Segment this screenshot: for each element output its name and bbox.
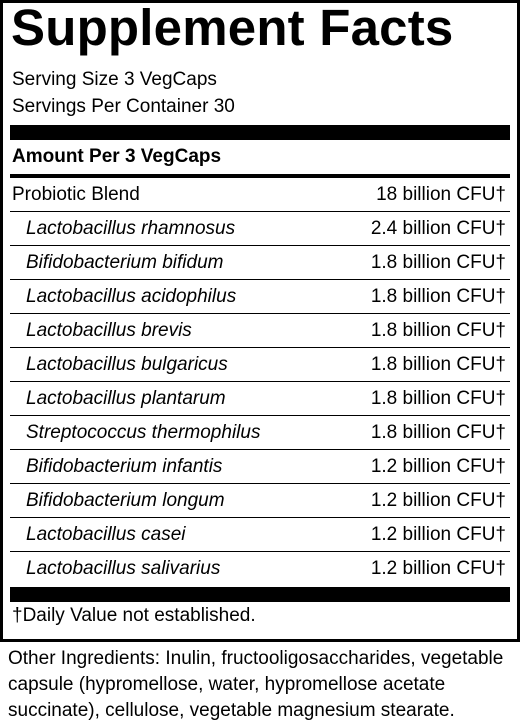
strain-amount: 1.8 billion CFU† — [370, 286, 506, 307]
strain-name: Streptococcus thermophilus — [26, 422, 261, 443]
table-row — [10, 246, 510, 280]
strain-name: Lactobacillus salivarius — [26, 558, 221, 579]
strain-name: Bifidobacterium longum — [26, 490, 225, 511]
table-row — [10, 382, 510, 416]
table-row — [10, 484, 510, 518]
amount-per-serving-header: Amount Per 3 VegCaps — [12, 146, 222, 167]
table-row — [10, 552, 510, 586]
strain-amount: 2.4 billion CFU† — [370, 218, 506, 239]
blend-name: Probiotic Blend — [12, 184, 140, 205]
strain-amount: 1.2 billion CFU† — [370, 524, 506, 545]
strain-name: Lactobacillus rhamnosus — [26, 218, 236, 239]
strain-name: Lactobacillus acidophilus — [26, 286, 237, 307]
strain-name: Lactobacillus plantarum — [26, 388, 226, 409]
strain-amount: 1.2 billion CFU† — [370, 558, 506, 579]
ingredient-table — [10, 178, 510, 586]
table-row — [10, 348, 510, 382]
table-row — [10, 450, 510, 484]
strain-name: Bifidobacterium bifidum — [26, 252, 224, 273]
table-row — [10, 212, 510, 246]
blend-amount: 18 billion CFU† — [376, 184, 506, 205]
strain-amount: 1.8 billion CFU† — [370, 422, 506, 443]
daily-value-footnote: †Daily Value not established. — [12, 605, 256, 626]
strain-amount: 1.8 billion CFU† — [370, 354, 506, 375]
strain-amount: 1.8 billion CFU† — [370, 252, 506, 273]
thick-divider-top — [10, 125, 510, 140]
serving-size: Serving Size 3 VegCaps — [12, 69, 217, 90]
table-row — [10, 178, 510, 212]
strain-amount: 1.8 billion CFU† — [370, 388, 506, 409]
table-row — [10, 416, 510, 450]
strain-name: Lactobacillus casei — [26, 524, 186, 545]
strain-name: Lactobacillus bulgaricus — [26, 354, 228, 375]
table-row — [10, 314, 510, 348]
thick-divider-bottom — [10, 587, 510, 602]
panel-title: Supplement Facts — [11, 0, 454, 56]
strain-amount: 1.8 billion CFU† — [370, 320, 506, 341]
strain-amount: 1.2 billion CFU† — [370, 490, 506, 511]
strain-name: Bifidobacterium infantis — [26, 456, 223, 477]
table-row — [10, 518, 510, 552]
servings-per-container: Servings Per Container 30 — [12, 96, 235, 117]
table-row — [10, 280, 510, 314]
other-ingredients: Other Ingredients: Inulin, fructooligosaccharides, vegetable capsule (hypromellose, water, hypromellose acetate succinate), cellulose, vegetable magnesium stearate. — [8, 648, 504, 721]
strain-amount: 1.2 billion CFU† — [370, 456, 506, 477]
strain-name: Lactobacillus brevis — [26, 320, 192, 341]
